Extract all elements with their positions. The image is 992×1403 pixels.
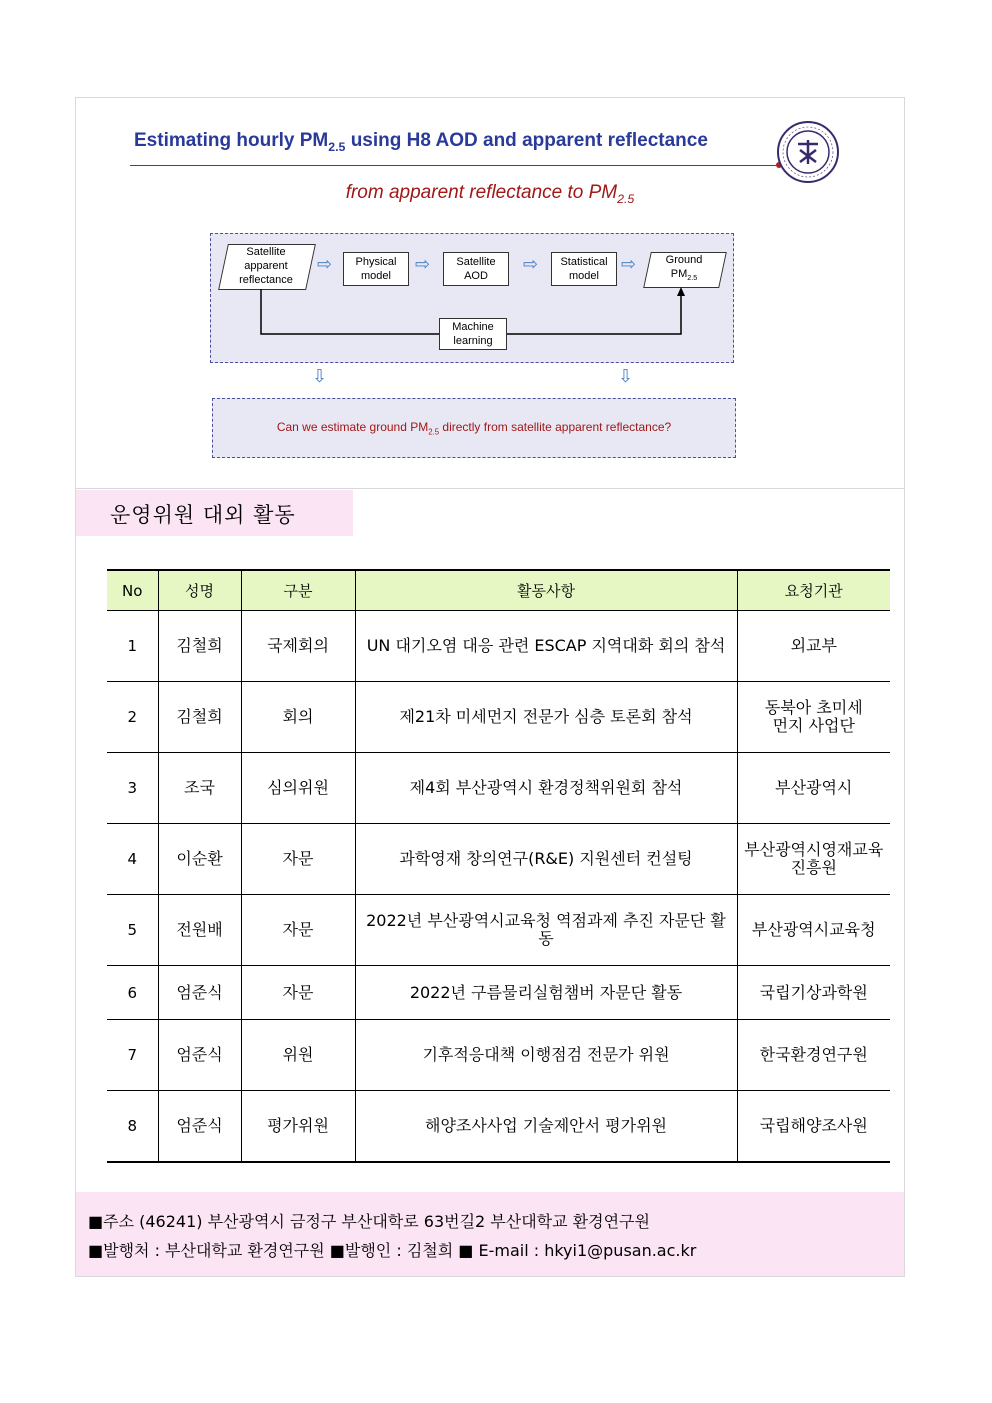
section-heading [76,490,353,536]
cell-no: 1 [107,611,158,682]
cell-type: 심의위원 [241,753,355,824]
cell-activity: 기후적응대책 이행점검 전문가 위원 [355,1020,737,1091]
cell-org: 외교부 [737,611,890,682]
cell-name: 이순환 [158,824,241,895]
cell-name: 엄준식 [158,966,241,1020]
table-row [107,682,890,753]
university-seal-icon [776,120,840,184]
arrow-right-icon: ⇨ [523,254,539,275]
node-satellite-reflectance: Satellite apparent reflectance [239,246,293,286]
cell-name: 엄준식 [158,1091,241,1162]
table-row [107,611,890,682]
cell-type: 자문 [241,895,355,966]
table-row [107,1020,890,1091]
node-physical-model: Physical model [343,252,409,286]
cell-no: 5 [107,895,158,966]
question-text: Can we estimate ground $PM_{2.5}$ directly from satellite apparent reflectance? [276,419,672,437]
table-row [107,966,890,1020]
cell-no: 4 [107,824,158,895]
cell-type: 자문 [241,966,355,1020]
node-ground-pm: Ground $PM_{2.5}$ [665,253,703,283]
header-type: 구분 [241,570,355,611]
cell-type: 자문 [241,824,355,895]
cell-type: 평가위원 [241,1091,355,1162]
slide-subtitle: from apparent reflectance to $PM_{2.5}$ [345,182,635,206]
header-no: No [107,570,158,611]
cell-activity: 해양조사사업 기술제안서 평가위원 [355,1091,737,1162]
flow-diagram [210,233,734,363]
table-row [107,824,890,895]
arrow-right-icon: ⇨ [317,254,333,275]
cell-org: 부산광역시교육청 [737,895,890,966]
cell-org: 국립기상과학원 [737,966,890,1020]
header-activity: 활동사항 [355,570,737,611]
cell-org: 동북아 초미세먼지 사업단 [737,682,890,753]
cell-org: 부산광역시 [737,753,890,824]
arrow-right-icon: ⇨ [621,254,637,275]
header-name: 성명 [158,570,241,611]
cell-activity: 제4회 부산광역시 환경정책위원회 참석 [355,753,737,824]
activity-table [107,569,890,1163]
cell-no: 6 [107,966,158,1020]
cell-type: 국제회의 [241,611,355,682]
header-org: 요청기관 [737,570,890,611]
arrow-down-icon: ⇩ [618,366,634,387]
cell-name: 엄준식 [158,1020,241,1091]
section-title: 운영위원 대외 활동 [110,503,296,527]
figure-divider [75,488,905,489]
cell-name: 김철희 [158,611,241,682]
cell-activity: 제21차 미세먼지 전문가 심층 토론회 참석 [355,682,737,753]
cell-no: 8 [107,1091,158,1162]
table-row [107,1091,890,1162]
cell-name: 전원배 [158,895,241,966]
cell-org: 국립해양조사원 [737,1091,890,1162]
node-statistical-model: Statistical model [551,252,617,286]
cell-type: 회의 [241,682,355,753]
node-satellite-aod: Satellite AOD [443,252,509,286]
cell-no: 3 [107,753,158,824]
cell-org: 부산광역시영재교육진흥원 [737,824,890,895]
table-header-row [107,570,890,611]
table-row [107,753,890,824]
slide-title: Estimating hourly $PM_{2.5}$ using H8 AOD and apparent reflectance [134,130,708,154]
cell-no: 7 [107,1020,158,1091]
node-machine-learning: Machine learning [439,318,507,350]
footer-publisher: ■발행처 : 부산대학교 환경연구원 ■발행인 : 김철희 ■ E-mail : hkyi1@pusan.ac.kr [88,1241,697,1260]
table-row [107,895,890,966]
cell-type: 위원 [241,1020,355,1091]
cell-activity: UN 대기오염 대응 관련 ESCAP 지역대화 회의 참석 [355,611,737,682]
slide-figure [128,110,852,472]
cell-activity: 2022년 구름물리실험챔버 자문단 활동 [355,966,737,1020]
footer-address: ■주소 (46241) 부산광역시 금정구 부산대학로 63번길2 부산대학교 환경연구원 [88,1212,650,1231]
cell-org: 한국환경연구원 [737,1020,890,1091]
cell-no: 2 [107,682,158,753]
title-underline [130,165,780,166]
cell-name: 김철희 [158,682,241,753]
cell-activity: 2022년 부산광역시교육청 역점과제 추진 자문단 활동 [355,895,737,966]
arrow-right-icon: ⇨ [415,254,431,275]
footer [76,1192,904,1276]
question-box [212,398,736,458]
cell-activity: 과학영재 창의연구(R&E) 지원센터 컨설팅 [355,824,737,895]
cell-name: 조국 [158,753,241,824]
arrow-down-icon: ⇩ [312,366,328,387]
